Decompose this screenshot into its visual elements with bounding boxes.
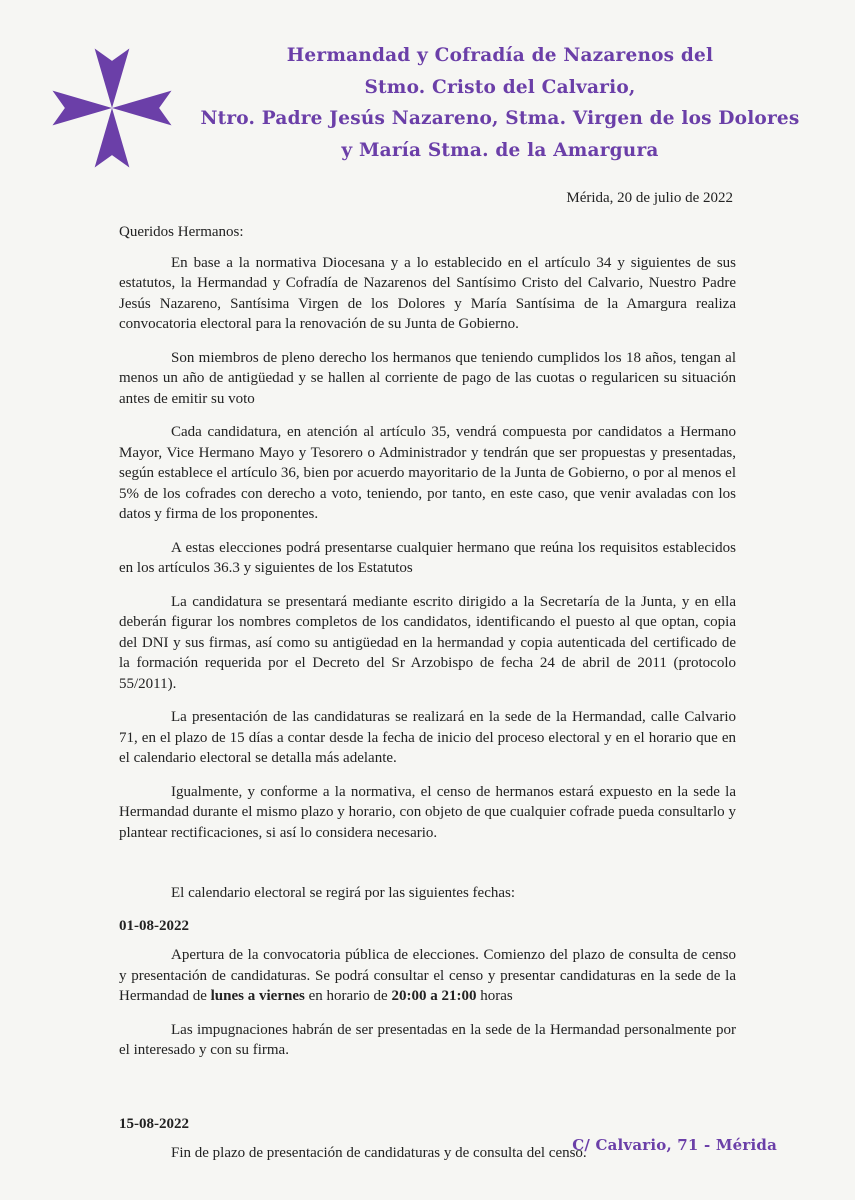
entry-hours: 20:00 a 21:00 [391,988,477,1004]
title-line-1: Hermandad y Cofradía de Nazarenos del [286,45,714,66]
paragraph: Cada candidatura, en atención al artículo 35, vendrá compuesta por candidatos a Hermano Mayor, Vice Hermano Mayo y Tesorero o Administrador y tendrán que ser propuestas y presentadas, según establece el artículo 36, bien por acuerdo mayoritario de la Junta de Gobierno, o por al menos el 5% de los cofrades con derecho a voto, teniendo, por tanto, en este caso, que venir avaladas con los datos y firma de los proponentes. [119,424,736,522]
entry-text: en horario de [304,988,392,1004]
paragraph: La presentación de las candidaturas se realizará en la sede de la Hermandad, calle Calvario 71, en el plazo de 15 días a contar desde la fecha de inicio del proceso electoral y en el horario que en el calendario electoral se detalla más adelante. [119,709,736,766]
paragraph: En base a la normativa Diocesana y a lo establecido en el artículo 34 y siguientes de sus estatutos, la Hermandad y Cofradía de Nazarenos del Santísimo Cristo del Calvario, Nuestro Padre Jesús Nazareno, Santísima Virgen de los Dolores y María Santísima de la Amargura realiza convocatoria electoral para la renovación de su Junta de Gobierno. [119,254,736,332]
maltese-cross-icon [50,46,174,170]
calendar-entry-1 [119,945,736,1007]
calendar-date-2: 15-08-2022 [119,1115,189,1132]
title-line-3: Ntro. Padre Jesús Nazareno, Stma. Virgen de los Dolores [200,108,800,129]
spacer [119,1074,736,1114]
paragraph: Son miembros de pleno derecho los hermanos que teniendo cumplidos los 18 años, tengan al menos un año de antigüedad y se hallen al corriente de pago de las cuotas o regularicen su situación antes de emitir su voto [119,349,736,407]
title-line-4: y María Stma. de la Amargura [341,139,659,161]
calendar-intro: El calendario electoral se regirá por las siguientes fechas: [171,885,516,901]
paragraph: Igualmente, y conforme a la normativa, el censo de hermanos estará expuesto en la sede la Hermandad durante el mismo plazo y horario, con objeto de que cualquier cofrade pueda consultarlo y plantear rectificaciones, si así lo considera necesario. [119,783,736,841]
entry-days: lunes a viernes [210,988,305,1004]
paragraph: La candidatura se presentará mediante escrito dirigido a la Secretaría de la Junta, y en ella deberán figurar los nombres completos de los candidatos, identificando el puesto al que optan, copia del DNI y sus firmas, así como su antigüedad en la hermandad y copia autenticada del certificado de la formación requerida por el Decreto del Sr Arzobispo de fecha 24 de abril de 2011 (protocolo 55/2011). [119,593,736,692]
letter-body [119,222,736,1177]
letter-date: Mérida, 20 de julio de 2022 [566,190,733,206]
title-line-2: Stmo. Cristo del Calvario, [364,76,636,98]
paragraph: A estas elecciones podrá presentarse cualquier hermano que reúna los requisitos establecidos en los artículos 36.3 y siguientes de los Estatutos [119,539,736,576]
calendar-entry-2: Fin de plazo de presentación de candidaturas y de consulta del censo. [171,1145,587,1161]
calendar-entry-1-note: Las impugnaciones habrán de ser presentadas en la sede de la Hermandad personalmente por el interesado y con su firma. [119,1021,736,1058]
footer-address: C/ Calvario, 71 - Mérida [572,1136,777,1154]
brotherhood-title [190,40,810,166]
salutation: Queridos Hermanos: [119,224,244,240]
calendar-date-1: 01-08-2022 [119,917,189,934]
entry-text: horas [476,988,513,1004]
entry-text: Apertura de la convocatoria pública de elecciones. Comienzo del plazo de consulta de censo y presentación de candidaturas. Se podrá consultar el censo y presentar candidaturas en la sede de la Hermandad de [119,947,736,1004]
